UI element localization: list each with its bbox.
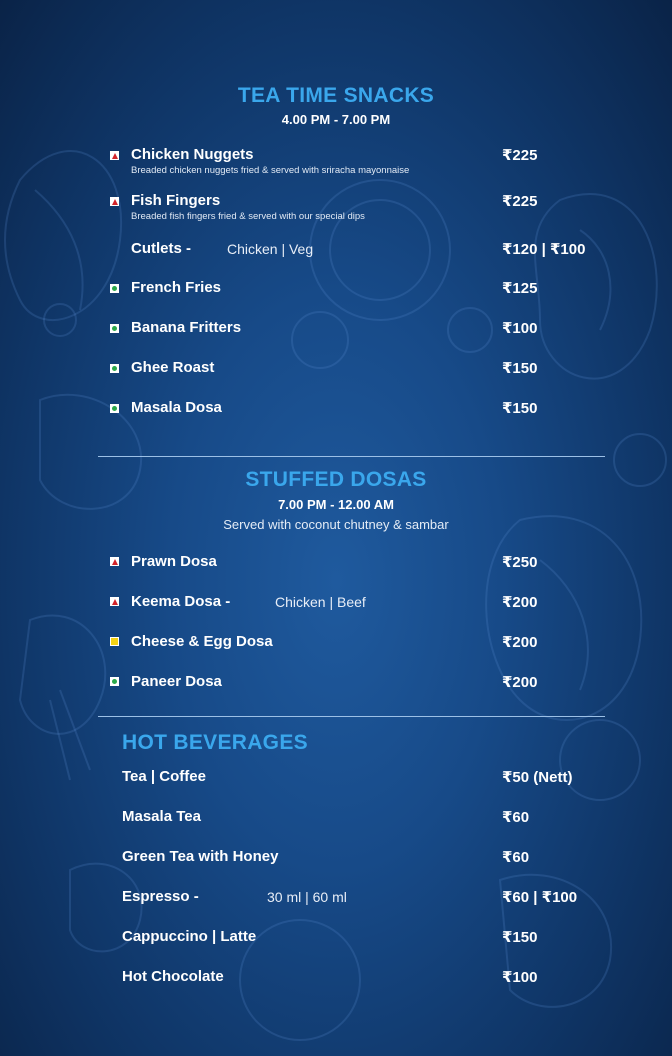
item-name: Espresso - bbox=[122, 888, 199, 905]
item-name: Ghee Roast bbox=[131, 359, 215, 376]
item-price: ₹120 | ₹100 bbox=[502, 241, 586, 258]
item-name: French Fries bbox=[131, 279, 222, 296]
menu-item-french-fries bbox=[0, 279, 672, 301]
item-price: ₹150 bbox=[502, 929, 538, 946]
nonveg-icon bbox=[110, 151, 119, 160]
item-price: ₹60 bbox=[502, 809, 530, 826]
hot-beverages-title: HOT BEVERAGES bbox=[122, 731, 308, 754]
veg-icon bbox=[110, 364, 119, 373]
item-name: Chicken Nuggets bbox=[131, 146, 254, 163]
menu-item-cappuccino-latte bbox=[0, 928, 672, 950]
veg-icon bbox=[110, 404, 119, 413]
menu-item-prawn-dosa bbox=[0, 553, 672, 575]
menu-item-banana-fritters bbox=[0, 319, 672, 341]
item-price: ₹225 bbox=[502, 147, 538, 164]
item-name: Cutlets - bbox=[131, 240, 191, 257]
nonveg-icon bbox=[110, 197, 119, 206]
stuffed-dosas-note: Served with coconut chutney & sambar bbox=[223, 517, 449, 532]
item-price: ₹200 bbox=[502, 634, 538, 651]
item-name: Prawn Dosa bbox=[131, 553, 217, 570]
item-name: Masala Tea bbox=[122, 808, 201, 825]
menu-item-fish-fingers bbox=[0, 192, 672, 222]
tea-time-snacks-title: TEA TIME SNACKS bbox=[237, 84, 435, 107]
item-name: Masala Dosa bbox=[131, 399, 222, 416]
menu-item-masala-dosa bbox=[0, 399, 672, 421]
item-price: ₹150 bbox=[502, 400, 538, 417]
item-price: ₹200 bbox=[502, 674, 538, 691]
item-name: Green Tea with Honey bbox=[122, 848, 279, 865]
item-name: Cappuccino | Latte bbox=[122, 928, 257, 945]
section-divider bbox=[98, 456, 605, 457]
item-name: Hot Chocolate bbox=[122, 968, 224, 985]
item-name: Banana Fritters bbox=[131, 319, 242, 336]
stuffed-dosas-hours: 7.00 PM - 12.00 AM bbox=[278, 497, 394, 512]
item-variants: Chicken | Beef bbox=[275, 594, 366, 610]
egg-icon bbox=[110, 637, 119, 646]
item-description: Breaded chicken nuggets fried & served with sriracha mayonnaise bbox=[131, 165, 410, 176]
item-price: ₹50 (Nett) bbox=[502, 769, 573, 786]
item-price: ₹100 bbox=[502, 969, 538, 986]
item-variants: Chicken | Veg bbox=[227, 241, 314, 257]
section-divider bbox=[98, 716, 605, 717]
menu-item-chicken-nuggets bbox=[0, 146, 672, 176]
item-price: ₹200 bbox=[502, 594, 538, 611]
menu-item-keema-dosa bbox=[0, 593, 672, 615]
menu-item-ghee-roast bbox=[0, 359, 672, 381]
menu-item-cheese-egg-dosa bbox=[0, 633, 672, 655]
item-price: ₹250 bbox=[502, 554, 538, 571]
item-variants: 30 ml | 60 ml bbox=[267, 889, 347, 905]
item-description: Breaded fish fingers fried & served with our special dips bbox=[131, 211, 365, 222]
tea-time-hours: 4.00 PM - 7.00 PM bbox=[281, 112, 391, 127]
item-name: Keema Dosa - bbox=[131, 593, 231, 610]
veg-icon bbox=[110, 677, 119, 686]
menu-item-green-tea-honey bbox=[0, 848, 672, 870]
menu-item-masala-tea bbox=[0, 808, 672, 830]
item-name: Paneer Dosa bbox=[131, 673, 222, 690]
item-price: ₹100 bbox=[502, 320, 538, 337]
menu-item-espresso bbox=[0, 888, 672, 910]
menu-item-cutlets bbox=[0, 240, 672, 262]
veg-icon bbox=[110, 324, 119, 333]
stuffed-dosas-title: STUFFED DOSAS bbox=[245, 468, 427, 491]
veg-icon bbox=[110, 284, 119, 293]
menu-item-hot-chocolate bbox=[0, 968, 672, 990]
item-price: ₹125 bbox=[502, 280, 538, 297]
menu-item-paneer-dosa bbox=[0, 673, 672, 695]
item-price: ₹60 bbox=[502, 849, 530, 866]
item-name: Cheese & Egg Dosa bbox=[131, 633, 273, 650]
item-price: ₹60 | ₹100 bbox=[502, 889, 578, 906]
item-price: ₹225 bbox=[502, 193, 538, 210]
item-name: Tea | Coffee bbox=[122, 768, 206, 785]
menu-item-tea-coffee bbox=[0, 768, 672, 790]
item-name: Fish Fingers bbox=[131, 192, 221, 209]
item-price: ₹150 bbox=[502, 360, 538, 377]
nonveg-icon bbox=[110, 597, 119, 606]
nonveg-icon bbox=[110, 557, 119, 566]
